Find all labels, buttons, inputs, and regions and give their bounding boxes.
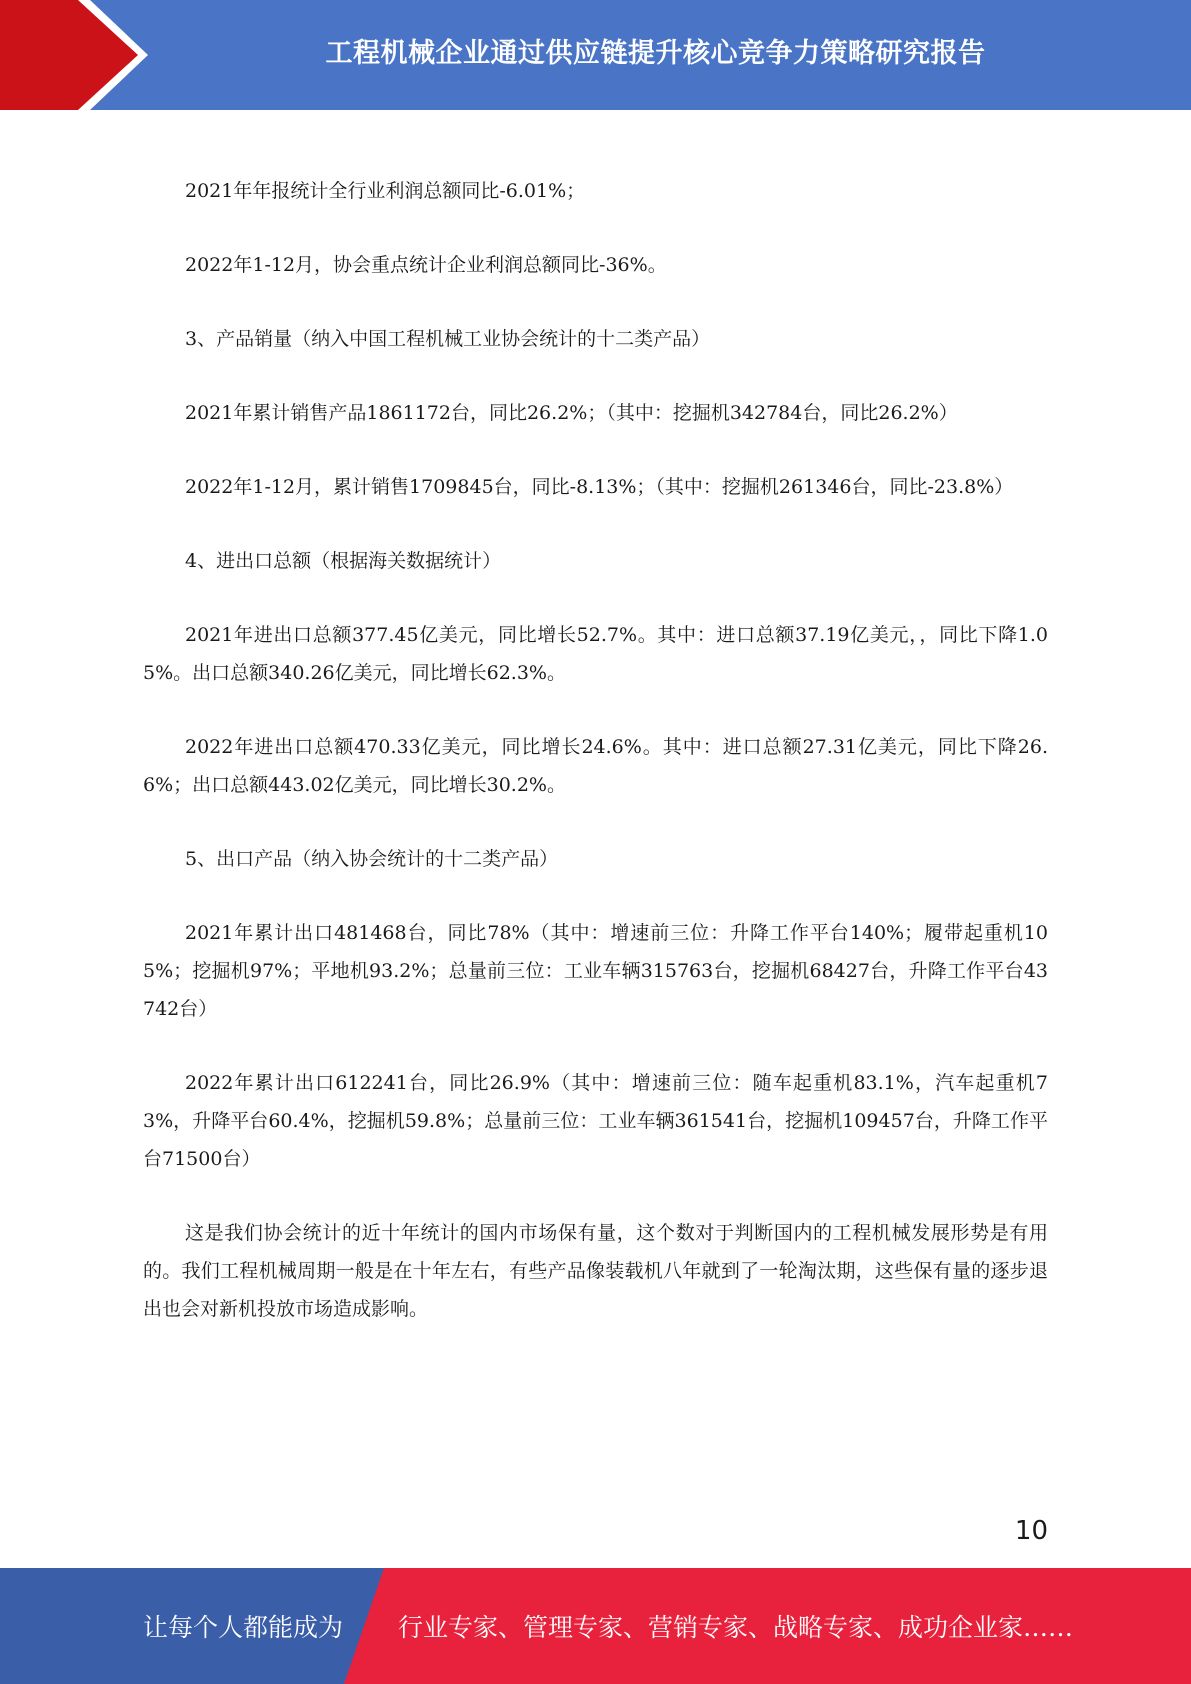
footer-slogan: 让每个人都能成为: [143, 1613, 344, 1642]
paragraph-sales-2022: 2022年1-12月，累计销售1709845台，同比-8.13%；（其中：挖掘机261346台，同比-23.8%）: [185, 476, 1014, 498]
paragraph-profit-2022: 2022年1-12月，协会重点统计企业利润总额同比-36%。: [185, 254, 667, 276]
header-banner: [0, 0, 1191, 110]
footer-roles: 行业专家、管理专家、营销专家、战略专家、成功企业家……: [398, 1613, 1074, 1642]
paragraph-trade-2021: 2021年进出口总额377.45亿美元，同比增长52.7%。其中：进口总额37.19亿美元，，同比下降1.05%。出口总额340.26亿美元，同比增长62.3%。: [143, 624, 1048, 684]
section-heading-sales: 3、产品销量（纳入中国工程机械工业协会统计的十二类产品）: [185, 328, 711, 350]
paragraph-sales-2021: 2021年累计销售产品1861172台，同比26.2%；（其中：挖掘机342784台，同比26.2%）: [185, 402, 958, 424]
report-title: 工程机械企业通过供应链提升核心竞争力策略研究报告: [325, 37, 986, 69]
paragraph-export-2022: 2022年累计出口612241台，同比26.9%（其中：增速前三位：随车起重机83.1%，汽车起重机73%，升降平台60.4%，挖掘机59.8%；总量前三位：工业车辆361541台，挖掘机109457台，升降工作平台71500台）: [143, 1072, 1048, 1170]
paragraph-market-holdings: 这是我们协会统计的近十年统计的国内市场保有量，这个数对于判断国内的工程机械发展形势是有用的。我们工程机械周期一般是在十年左右，有些产品像装载机八年就到了一轮淘汰期，这些保有量的逐步退出也会对新机投放市场造成影响。: [143, 1222, 1048, 1320]
paragraph-export-2021: 2021年累计出口481468台，同比78%（其中：增速前三位：升降工作平台140%；履带起重机105%；挖掘机97%；平地机93.2%；总量前三位：工业车辆315763台，挖掘机68427台，升降工作平台43742台）: [143, 922, 1048, 1020]
paragraph-trade-2022: 2022年进出口总额470.33亿美元，同比增长24.6%。其中：进口总额27.31亿美元，同比下降26.6%；出口总额443.02亿美元，同比增长30.2%。: [143, 736, 1048, 796]
page-number: 10: [1014, 1516, 1048, 1546]
header-arrow-decoration: [0, 0, 160, 110]
paragraph-profit-2021: 2021年年报统计全行业利润总额同比-6.01%；: [185, 180, 586, 202]
document-body: [143, 172, 1048, 1364]
footer-banner: [0, 1568, 1191, 1684]
section-heading-export: 5、出口产品（纳入协会统计的十二类产品）: [185, 848, 559, 870]
section-heading-trade: 4、进出口总额（根据海关数据统计）: [185, 550, 502, 572]
